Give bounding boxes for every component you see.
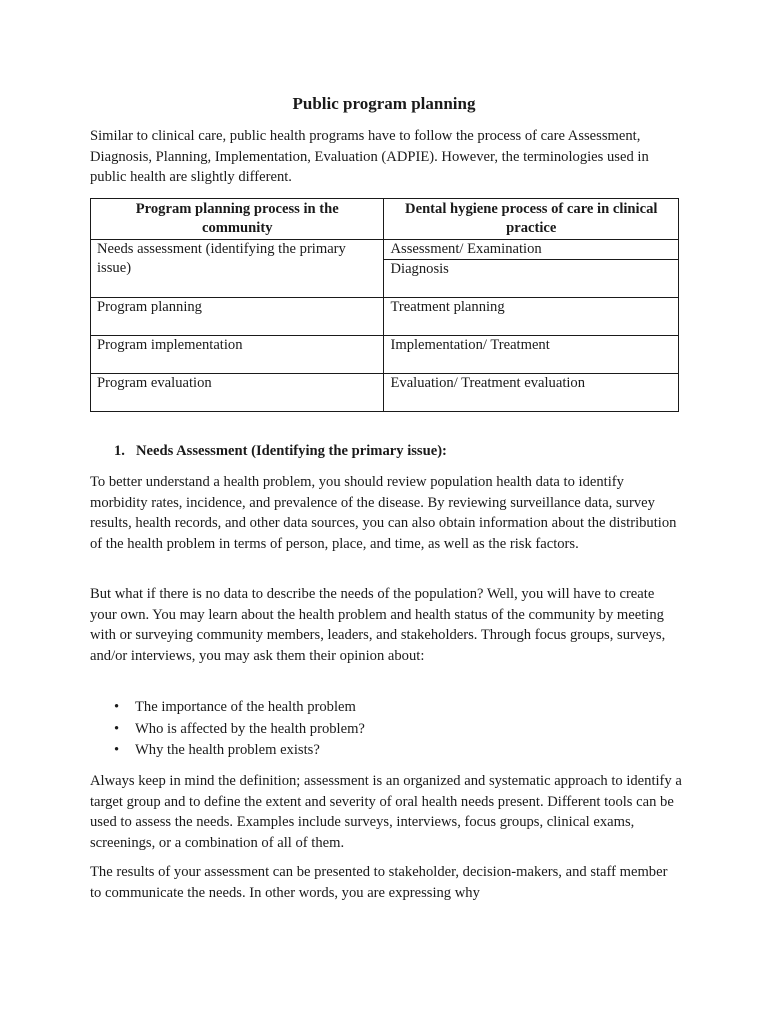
body-paragraph-3: Always keep in mind the definition; assessment is an organized and systematic approach to identify a target group and to define the extent and severity of oral health needs present. Different tools can be used to assess the needs. Examples include surveys, interviews, focus groups, clinical exams, screenings, or a combination of all of them. (90, 773, 682, 851)
table-cell: Program evaluation (91, 374, 384, 412)
list-item: • Why the health problem exists? (90, 740, 365, 762)
body-paragraph-2: But what if there is no data to describe the needs of the population? Well, you will have to create your own. You may learn about the health problem and health status of the community by meeting with or surveying community members, leaders, and stakeholders. Through focus groups, surveys, and/or interviews, you may ask them their opinion about: (90, 586, 666, 664)
table-cell: Evaluation/ Treatment evaluation (384, 374, 679, 412)
table-header-row (91, 199, 679, 240)
table-cell: Program planning (91, 298, 384, 336)
table-row (91, 336, 679, 374)
table-cell: Assessment/ Examination (384, 240, 679, 260)
list-item: • The importance of the health problem (90, 697, 365, 719)
list-item: • Who is affected by the health problem? (90, 719, 365, 741)
table-header-clinical: Dental hygiene process of care in clinical practice (384, 199, 679, 240)
table-cell: Program implementation (91, 336, 384, 374)
table-row (91, 298, 679, 336)
body-paragraph-1: To better understand a health problem, you should review population health data to identify morbidity rates, incidence, and prevalence of the disease. By reviewing surveillance data, survey results, health records, and other data sources, you can also obtain information about the distribution of the health problem in terms of person, place, and time, as well as the risk factors. (90, 474, 677, 552)
table-cell: Diagnosis (384, 260, 679, 298)
bullet-icon: • (114, 742, 120, 758)
bullet-icon: • (114, 699, 120, 715)
intro-paragraph: Similar to clinical care, public health programs have to follow the process of care Assessment, Diagnosis, Planning, Implementation, Evaluation (ADPIE). However, the terminologies used in public health are slightly different. (90, 128, 649, 186)
table-row (91, 240, 679, 260)
adpie-comparison-table (90, 198, 679, 412)
page-title: Public program planning (292, 94, 476, 113)
body-paragraph-4: The results of your assessment can be presented to stakeholder, decision-makers, and staff member to communicate the needs. In other words, you are expressing why (90, 864, 668, 901)
section-number: 1. (114, 443, 125, 459)
bullet-icon: • (114, 720, 120, 737)
table-row (91, 374, 679, 412)
bullet-list (90, 697, 365, 762)
section-heading-text: Needs Assessment (Identifying the primary issue): (136, 443, 447, 459)
table-cell: Needs assessment (identifying the primary issue) (91, 240, 384, 298)
section-heading (114, 441, 447, 461)
table-cell: Implementation/ Treatment (384, 336, 679, 374)
table-header-community: Program planning process in the community (91, 199, 384, 240)
table-cell: Treatment planning (384, 298, 679, 336)
